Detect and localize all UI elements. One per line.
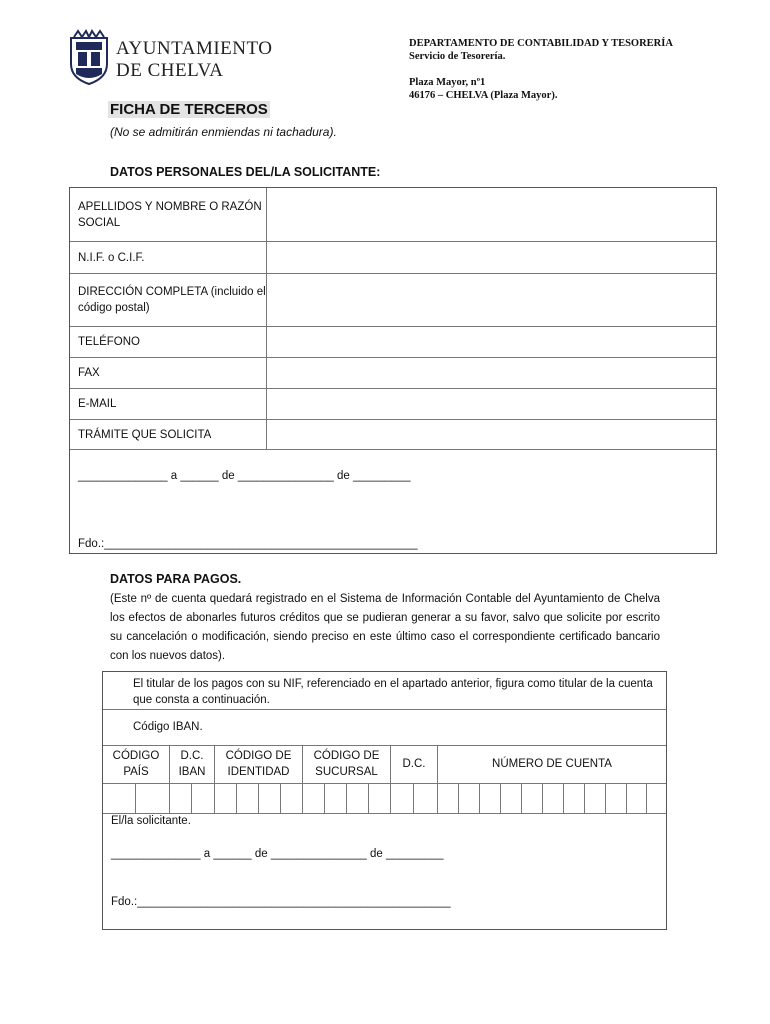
payment-data-title: DATOS PARA PAGOS.: [110, 572, 242, 586]
column-branch-code: CÓDIGO DE SUCURSAL: [303, 745, 391, 783]
divider: [103, 709, 666, 710]
iban-digit-box[interactable]: [414, 783, 438, 813]
signature-area: [70, 450, 716, 554]
iban-digit-box[interactable]: [237, 783, 259, 813]
field-row-nif: [70, 242, 716, 274]
iban-digit-box[interactable]: [391, 783, 414, 813]
field-label: FAX: [70, 358, 267, 388]
field-label: N.I.F. o C.I.F.: [70, 242, 267, 273]
iban-digit-box[interactable]: [215, 783, 237, 813]
date-line[interactable]: ______________ a ______ de _______________ de _________: [111, 848, 444, 860]
date-line[interactable]: ______________ a ______ de _______________ de _________: [78, 470, 411, 482]
iban-digit-box[interactable]: [543, 783, 564, 813]
logo-subtitle: DE CHELVA: [116, 60, 224, 81]
name-input[interactable]: [267, 188, 716, 241]
iban-digit-box[interactable]: [522, 783, 543, 813]
field-row-email: [70, 389, 716, 420]
iban-digit-box[interactable]: [281, 783, 303, 813]
iban-digit-box[interactable]: [606, 783, 627, 813]
column-dc: D.C.: [391, 745, 438, 783]
iban-digit-box[interactable]: [192, 783, 215, 813]
address-line-1: Plaza Mayor, nº1: [409, 77, 486, 88]
personal-data-title: DATOS PERSONALES DEL/LA SOLICITANTE:: [110, 165, 381, 179]
iban-digit-box[interactable]: [325, 783, 347, 813]
field-label: TELÉFONO: [70, 327, 267, 357]
form-title: FICHA DE TERCEROS: [110, 101, 268, 118]
form-note: (No se admitirán enmiendas ni tachadura).: [110, 125, 337, 139]
iban-digit-box[interactable]: [459, 783, 480, 813]
iban-digit-row: [103, 783, 666, 813]
payment-description: (Este nº de cuenta quedará registrado en el Sistema de Información Contable del Ayuntamiento de Chelva los efectos de abonarles futuros créditos que se pudieran generar a su favor, salvo que solicite por escrito su cancelación o modificación, siendo preciso en este último caso el correspondiente certificado bancario con los nuevos datos).: [110, 593, 660, 662]
field-row-address: [70, 274, 716, 327]
field-row-phone: [70, 327, 716, 358]
field-label: APELLIDOS Y NOMBRE O RAZÓN SOCIAL: [70, 188, 267, 241]
bank-account-table: [102, 671, 667, 930]
iban-digit-box[interactable]: [136, 783, 170, 813]
iban-digit-box[interactable]: [564, 783, 585, 813]
field-row-procedure: [70, 420, 716, 450]
iban-digit-box[interactable]: [438, 783, 459, 813]
field-label: DIRECCIÓN COMPLETA (incluido el código postal): [70, 274, 267, 326]
column-account-number: NÚMERO DE CUENTA: [492, 758, 612, 770]
iban-digit-box[interactable]: [170, 783, 192, 813]
phone-input[interactable]: [267, 327, 716, 357]
iban-digit-box[interactable]: [259, 783, 281, 813]
signature-line[interactable]: Fdo.:_________________________________________________: [111, 896, 451, 908]
iban-digit-box[interactable]: [347, 783, 369, 813]
iban-digit-box[interactable]: [303, 783, 325, 813]
iban-digit-box[interactable]: [480, 783, 501, 813]
personal-data-table: [69, 187, 717, 554]
procedure-input[interactable]: [267, 420, 716, 449]
iban-label: Código IBAN.: [133, 721, 203, 733]
field-label: E-MAIL: [70, 389, 267, 419]
column-iban-dc: D.C. IBAN: [170, 745, 215, 783]
field-label: TRÁMITE QUE SOLICITA: [70, 420, 267, 449]
nif-input[interactable]: [267, 242, 716, 273]
signature-line[interactable]: Fdo.:_________________________________________________: [78, 538, 418, 550]
field-row-name: [70, 188, 716, 242]
logo-title: AYUNTAMIENTO: [116, 38, 273, 59]
iban-digit-box[interactable]: [627, 783, 647, 813]
fax-input[interactable]: [267, 358, 716, 388]
column-entity-code: CÓDIGO DE IDENTIDAD: [215, 745, 303, 783]
iban-digit-box[interactable]: [501, 783, 522, 813]
department-title: DEPARTAMENTO DE CONTABILIDAD Y TESORERÍA: [409, 38, 673, 49]
address-input[interactable]: [267, 274, 716, 326]
iban-header-row: [103, 745, 666, 783]
column-country-code: CÓDIGO PAÍS: [103, 745, 170, 783]
holder-statement: El titular de los pagos con su NIF, referenciado en el apartado anterior, figura como titular de la cuenta que consta a continuación.: [133, 678, 653, 706]
town-crest-icon: [68, 28, 110, 86]
field-row-fax: [70, 358, 716, 389]
department-service: Servicio de Tesorería.: [409, 51, 506, 62]
iban-digit-box[interactable]: [647, 783, 666, 813]
iban-digit-box[interactable]: [585, 783, 606, 813]
iban-digit-box[interactable]: [369, 783, 391, 813]
applicant-label: El/la solicitante.: [111, 815, 191, 827]
iban-digit-box[interactable]: [103, 783, 136, 813]
divider: [103, 813, 666, 814]
address-line-2: 46176 – CHELVA (Plaza Mayor).: [409, 90, 558, 101]
email-input[interactable]: [267, 389, 716, 419]
